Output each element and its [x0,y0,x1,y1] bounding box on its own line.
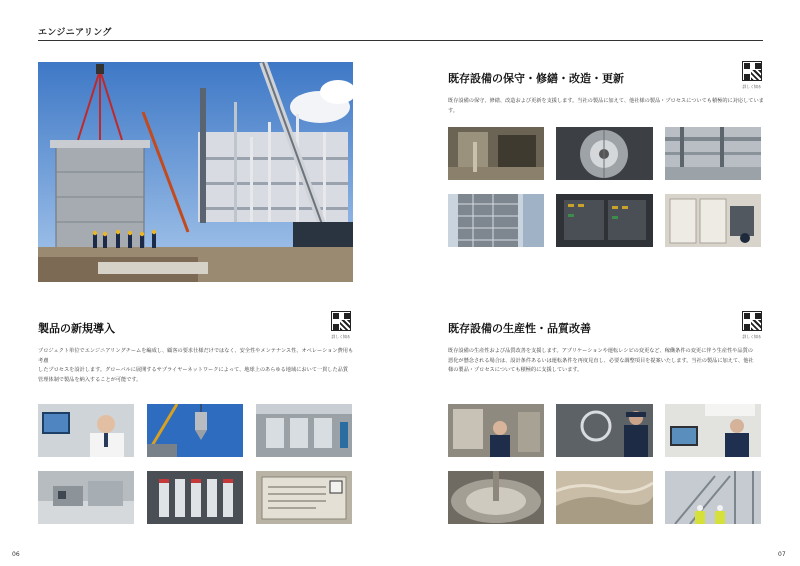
photo-nameplate [256,471,352,524]
photo-stainless-vessel [556,127,653,180]
photo-control-panel [556,194,653,247]
photo-engineer-at-screen [665,404,761,457]
photo-pipe-rack [665,127,761,180]
qr-label-new-products: 詳しく知る [331,334,351,339]
page-number-right: 07 [778,551,786,558]
body-line: 悪化が懸念される場合は、設計条件あるいは運転条件を再度見直し、必要な調整項目を提案いたします。当社の製品に加えて、他社 [448,357,754,364]
photo-operator-with-hose [556,404,653,457]
photo-crane-lifting-vessel [147,404,243,457]
body-line: したプロセスを設計します。グローバルに展開するサプライヤーネットワークによって、地球上のあらゆる地域において一貫した品質 [38,367,349,373]
maintenance-title: 既存設備の保守・修繕・改造・更新 [448,72,624,85]
page-number-left: 06 [12,551,20,558]
productivity-body [448,347,768,376]
photo-staircase-workers [665,471,761,524]
productivity-title: 既存設備の生産性・品質改善 [448,322,591,335]
qr-label-maintenance: 詳しく知る [742,84,762,89]
qr-code-new-products[interactable] [331,311,351,331]
section-header: エンジニアリング [38,28,112,38]
hero-photo [38,62,353,282]
header-divider [38,40,763,41]
qr-code-maintenance[interactable] [742,61,762,81]
qr-label-productivity: 詳しく知る [742,334,762,339]
new-products-title: 製品の新規導入 [38,322,115,335]
photo-powder-surface [556,471,653,524]
photo-engineer-with-monitor [38,404,134,457]
photo-worker-at-machine [448,404,544,457]
photo-cleanroom-equipment [256,404,352,457]
photo-glass-vials [147,471,243,524]
body-line: 様の製品・プロセスについても積極的に支援しています。 [448,367,583,373]
maintenance-body: 既存設備の保守、修繕、改造および更新を支援します。当社の製品に加えて、他社様の製品・プロセスについても積極的に対応しています。 [448,98,764,114]
body-line: プロジェクト単位でエンジニアリングチームを編成し、顧客の要求仕様だけではなく、安全性やメンテナンス性、オペレーション費用も考慮 [38,348,354,364]
qr-code-productivity[interactable] [742,311,762,331]
photo-scaffold-tower [448,194,544,247]
body-line: 管理体制で製品を納入することが可能です。 [38,376,142,383]
photo-vessel-interior [448,471,544,524]
photo-white-cabinets [665,194,761,247]
photo-filling-machine [38,471,134,524]
photo-factory-interior [448,127,544,180]
new-products-body [38,347,358,385]
body-line: 既存設備の生産性および品質改善を支援します。アプリケーションや運転レシピの変更など、稼働条件の変更に伴う生産性や品質の [448,348,753,354]
